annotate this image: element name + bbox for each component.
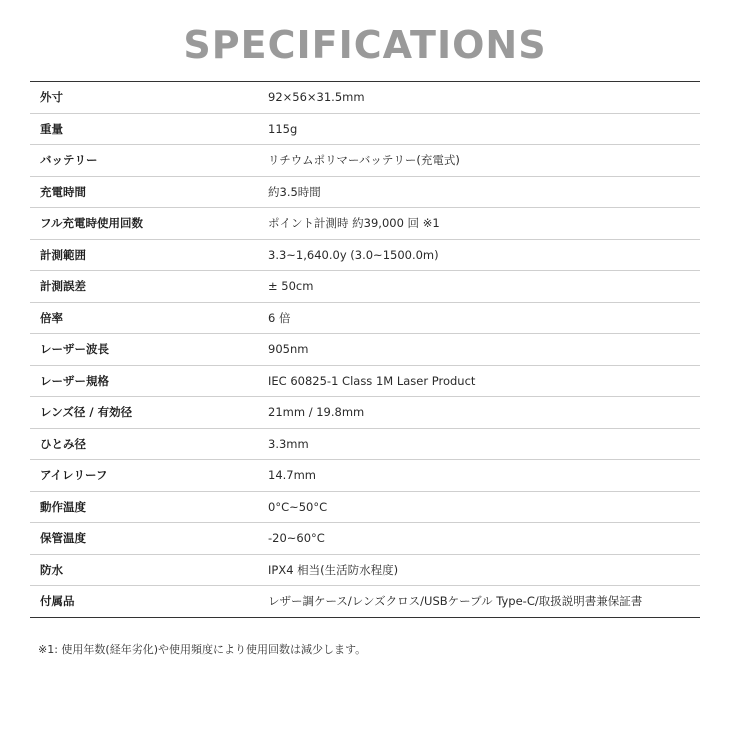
spec-label: ひとみ径: [40, 436, 86, 451]
spec-label: 重量: [40, 121, 63, 136]
spec-value: 3.3~1,640.0y (3.0~1500.0m): [268, 247, 439, 262]
spec-label: 保管温度: [40, 531, 86, 546]
spec-table: [30, 81, 700, 618]
spec-row-operating-temp: [30, 492, 700, 524]
spec-label: フル充電時使用回数: [40, 216, 144, 231]
spec-row-waterproof: [30, 555, 700, 587]
spec-row-eye-relief: [30, 460, 700, 492]
spec-row-battery: [30, 145, 700, 177]
spec-label: 動作温度: [40, 499, 86, 514]
spec-value: 0°C~50°C: [268, 499, 328, 514]
spec-value: 115g: [268, 121, 298, 136]
spec-row-accessories: [30, 586, 700, 618]
spec-row-measure-error: [30, 271, 700, 303]
spec-label: 充電時間: [40, 184, 86, 199]
spec-row-storage-temp: [30, 523, 700, 555]
spec-label: 付属品: [40, 594, 75, 609]
spec-row-usage-count: [30, 208, 700, 240]
spec-value: ポイント計測時 約39,000 回 ※1: [268, 216, 440, 231]
spec-row-lens-diameter: [30, 397, 700, 429]
spec-label: 計測誤差: [40, 279, 86, 294]
spec-label: レーザー波長: [40, 342, 109, 357]
spec-row-dimensions: [30, 82, 700, 114]
spec-value: IPX4 相当(生活防水程度): [268, 562, 399, 577]
spec-value: 14.7mm: [268, 468, 317, 483]
spec-value: IEC 60825-1 Class 1M Laser Product: [268, 373, 476, 388]
spec-value: 約3.5時間: [268, 184, 321, 199]
spec-value: レザー調ケース/レンズクロス/USBケーブル Type-C/取扱説明書兼保証書: [268, 594, 643, 609]
spec-row-magnification: [30, 303, 700, 335]
spec-value: リチウムポリマーバッテリー(充電式): [268, 153, 460, 168]
spec-row-weight: [30, 114, 700, 146]
spec-label: 防水: [40, 562, 63, 577]
spec-value: 92×56×31.5mm: [268, 90, 365, 105]
page-title: SPECIFICATIONS: [183, 23, 547, 67]
spec-row-laser-standard: [30, 366, 700, 398]
spec-row-charge-time: [30, 177, 700, 209]
footnote: ※1: 使用年数(経年劣化)や使用頻度により使用回数は減少します。: [38, 643, 367, 656]
spec-value: 905nm: [268, 342, 309, 357]
spec-label: レンズ径 / 有効径: [40, 405, 133, 420]
spec-value: 6 倍: [268, 310, 291, 325]
spec-value: 3.3mm: [268, 436, 309, 451]
spec-label: 計測範囲: [40, 247, 86, 262]
spec-value: ± 50cm: [268, 279, 314, 294]
spec-row-laser-wavelength: [30, 334, 700, 366]
spec-row-pupil-diameter: [30, 429, 700, 461]
spec-row-measure-range: [30, 240, 700, 272]
spec-value: 21mm / 19.8mm: [268, 405, 365, 420]
spec-label: 倍率: [40, 310, 63, 325]
spec-label: アイレリーフ: [40, 468, 108, 483]
spec-label: レーザー規格: [40, 373, 109, 388]
spec-value: -20~60°C: [268, 531, 325, 546]
spec-label: バッテリー: [40, 153, 98, 168]
spec-label: 外寸: [40, 90, 63, 105]
